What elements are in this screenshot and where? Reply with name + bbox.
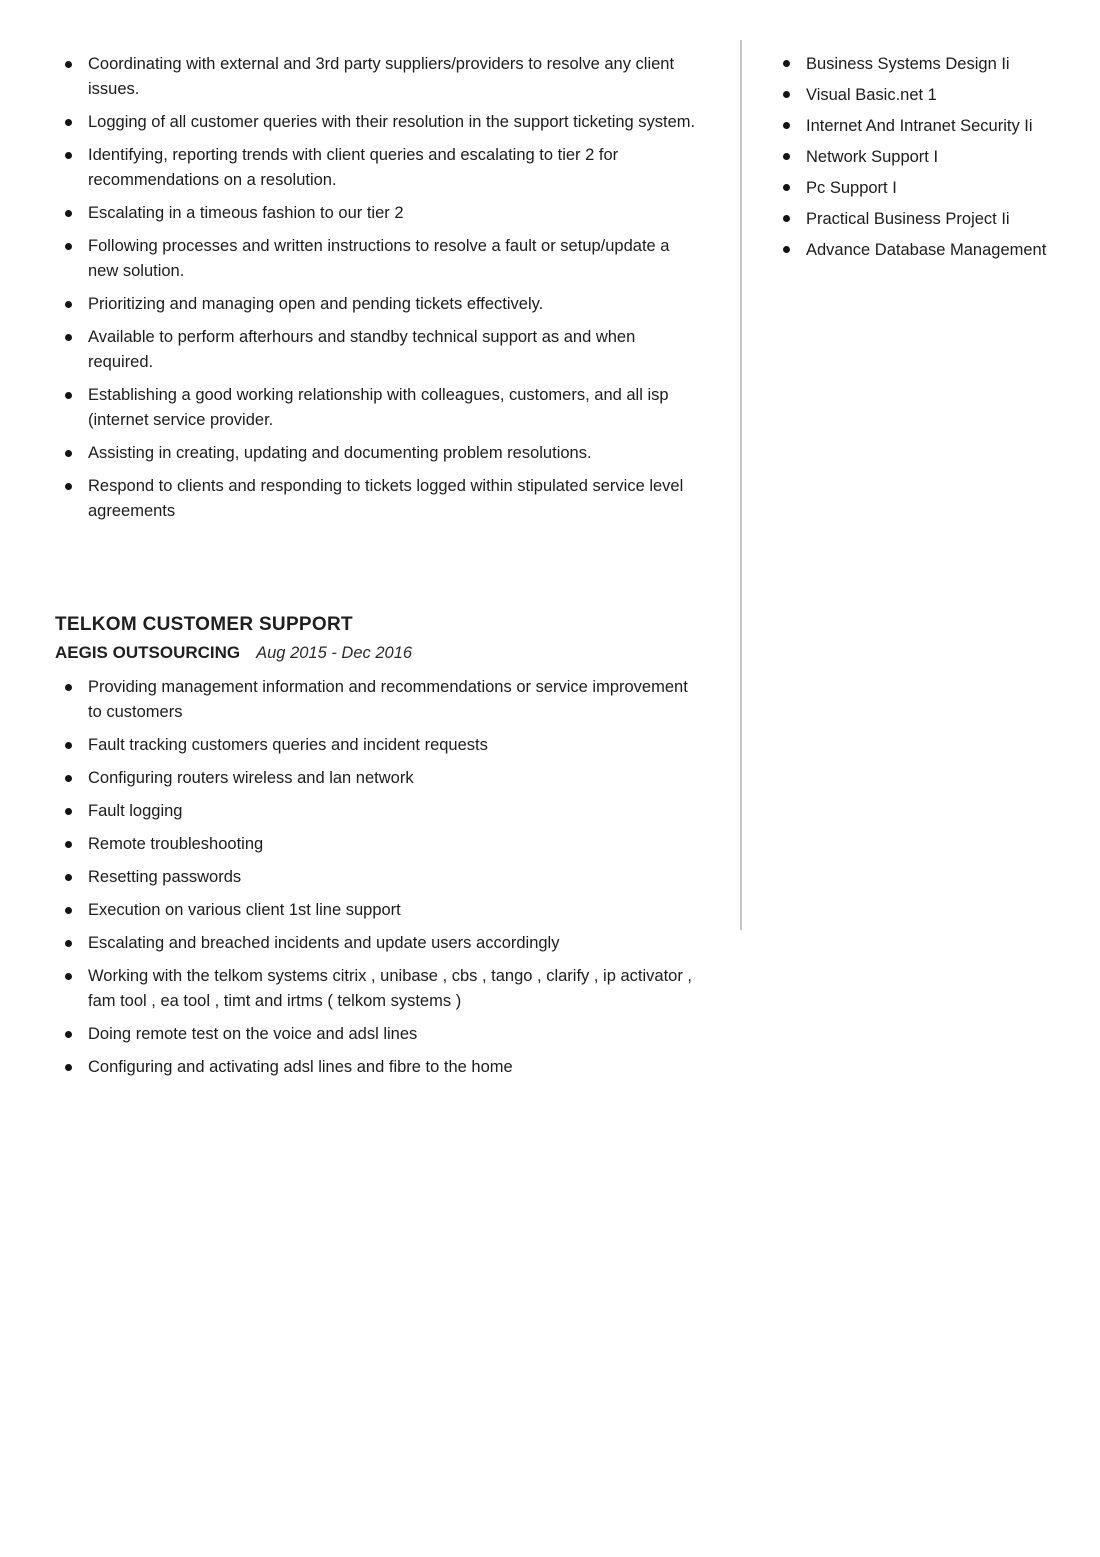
bullet-dot-icon [783, 184, 790, 191]
job-duties-list-2 [55, 675, 720, 1080]
bullet-dot-icon [65, 119, 72, 126]
bullet-dot-icon [65, 808, 72, 815]
bullet-dot-icon [65, 1031, 72, 1038]
course-list [783, 52, 1065, 262]
bullet-item [65, 865, 720, 890]
bullet-dot-icon [65, 742, 72, 749]
job-subline [55, 643, 720, 663]
bullet-dot-icon [783, 246, 790, 253]
job-dates: Aug 2015 - Dec 2016 [256, 644, 413, 662]
course-item [783, 52, 1065, 76]
company-name: AEGIS OUTSOURCING [55, 643, 241, 662]
bullet-text: Following processes and written instructions to resolve a fault or setup/update a new solution. [88, 237, 670, 280]
bullet-dot-icon [65, 392, 72, 399]
course-item [783, 176, 1065, 200]
column-divider [740, 40, 742, 930]
course-item [783, 207, 1065, 231]
bullet-text: Escalating in a timeous fashion to our tier 2 [88, 204, 404, 222]
bullet-text: Available to perform afterhours and standby technical support as and when required. [88, 328, 636, 371]
course-item [783, 145, 1065, 169]
bullet-text: Prioritizing and managing open and pending tickets effectively. [88, 295, 544, 313]
bullet-item [65, 234, 720, 284]
bullet-item [65, 292, 720, 317]
course-item [783, 83, 1065, 107]
bullet-item [65, 201, 720, 226]
bullet-dot-icon [65, 973, 72, 980]
bullet-text: Establishing a good working relationship with colleagues, customers, and all isp (internet service provider. [88, 386, 669, 429]
bullet-item [65, 52, 720, 102]
bullet-text: Fault tracking customers queries and incident requests [88, 736, 488, 754]
bullet-dot-icon [783, 60, 790, 67]
bullet-dot-icon [65, 334, 72, 341]
bullet-item [65, 1055, 720, 1080]
bullet-text: Respond to clients and responding to tickets logged within stipulated service level agreements [88, 477, 684, 520]
bullet-dot-icon [65, 1064, 72, 1071]
bullet-text: Remote troubleshooting [88, 835, 264, 853]
bullet-text: Escalating and breached incidents and update users accordingly [88, 934, 560, 952]
bullet-text: Resetting passwords [88, 868, 242, 886]
bullet-dot-icon [65, 940, 72, 947]
bullet-text: Fault logging [88, 802, 183, 820]
bullet-text: Providing management information and recommendations or service improvement to customers [88, 678, 688, 721]
bullet-dot-icon [65, 243, 72, 250]
course-text: Practical Business Project Ii [806, 210, 1010, 228]
job-section-telkom [55, 614, 720, 1080]
bullet-dot-icon [65, 907, 72, 914]
bullet-item [65, 110, 720, 135]
right-column [783, 52, 1065, 269]
course-text: Visual Basic.net 1 [806, 86, 937, 104]
bullet-dot-icon [65, 450, 72, 457]
bullet-item [65, 441, 720, 466]
bullet-dot-icon [65, 210, 72, 217]
bullet-text: Doing remote test on the voice and adsl lines [88, 1025, 418, 1043]
bullet-dot-icon [783, 122, 790, 129]
bullet-item [65, 733, 720, 758]
bullet-text: Assisting in creating, updating and documenting problem resolutions. [88, 444, 592, 462]
bullet-dot-icon [65, 483, 72, 490]
bullet-text: Configuring routers wireless and lan network [88, 769, 414, 787]
bullet-item [65, 1022, 720, 1047]
bullet-item [65, 766, 720, 791]
course-text: Internet And Intranet Security Ii [806, 117, 1033, 135]
bullet-text: Logging of all customer queries with their resolution in the support ticketing system. [88, 113, 696, 131]
course-text: Advance Database Management [806, 241, 1047, 259]
bullet-dot-icon [65, 301, 72, 308]
course-item [783, 238, 1065, 262]
course-text: Network Support I [806, 148, 939, 166]
bullet-text: Working with the telkom systems citrix , unibase , cbs , tango , clarify , ip activator , fam tool , ea tool , timt and irtms ( telkom systems ) [88, 967, 692, 1010]
bullet-dot-icon [783, 215, 790, 222]
course-item [783, 114, 1065, 138]
bullet-dot-icon [65, 841, 72, 848]
bullet-dot-icon [65, 684, 72, 691]
bullet-item [65, 474, 720, 524]
bullet-item [65, 799, 720, 824]
bullet-dot-icon [65, 874, 72, 881]
bullet-dot-icon [783, 153, 790, 160]
bullet-item [65, 931, 720, 956]
bullet-item [65, 383, 720, 433]
bullet-dot-icon [65, 152, 72, 159]
job-duties-list [55, 52, 720, 524]
bullet-item [65, 832, 720, 857]
bullet-text: Configuring and activating adsl lines and fibre to the home [88, 1058, 513, 1076]
bullet-dot-icon [65, 775, 72, 782]
bullet-item [65, 325, 720, 375]
job-title: TELKOM CUSTOMER SUPPORT [55, 614, 353, 635]
bullet-dot-icon [65, 61, 72, 68]
bullet-item [65, 964, 720, 1014]
bullet-text: Identifying, reporting trends with client queries and escalating to tier 2 for recommendations on a resolution. [88, 146, 619, 189]
bullet-item [65, 143, 720, 193]
course-text: Business Systems Design Ii [806, 55, 1010, 73]
bullet-text: Coordinating with external and 3rd party suppliers/providers to resolve any client issues. [88, 55, 675, 98]
bullet-dot-icon [783, 91, 790, 98]
bullet-item [65, 898, 720, 923]
bullet-item [65, 675, 720, 725]
course-text: Pc Support I [806, 179, 897, 197]
bullet-text: Execution on various client 1st line support [88, 901, 401, 919]
left-column [55, 52, 720, 1088]
